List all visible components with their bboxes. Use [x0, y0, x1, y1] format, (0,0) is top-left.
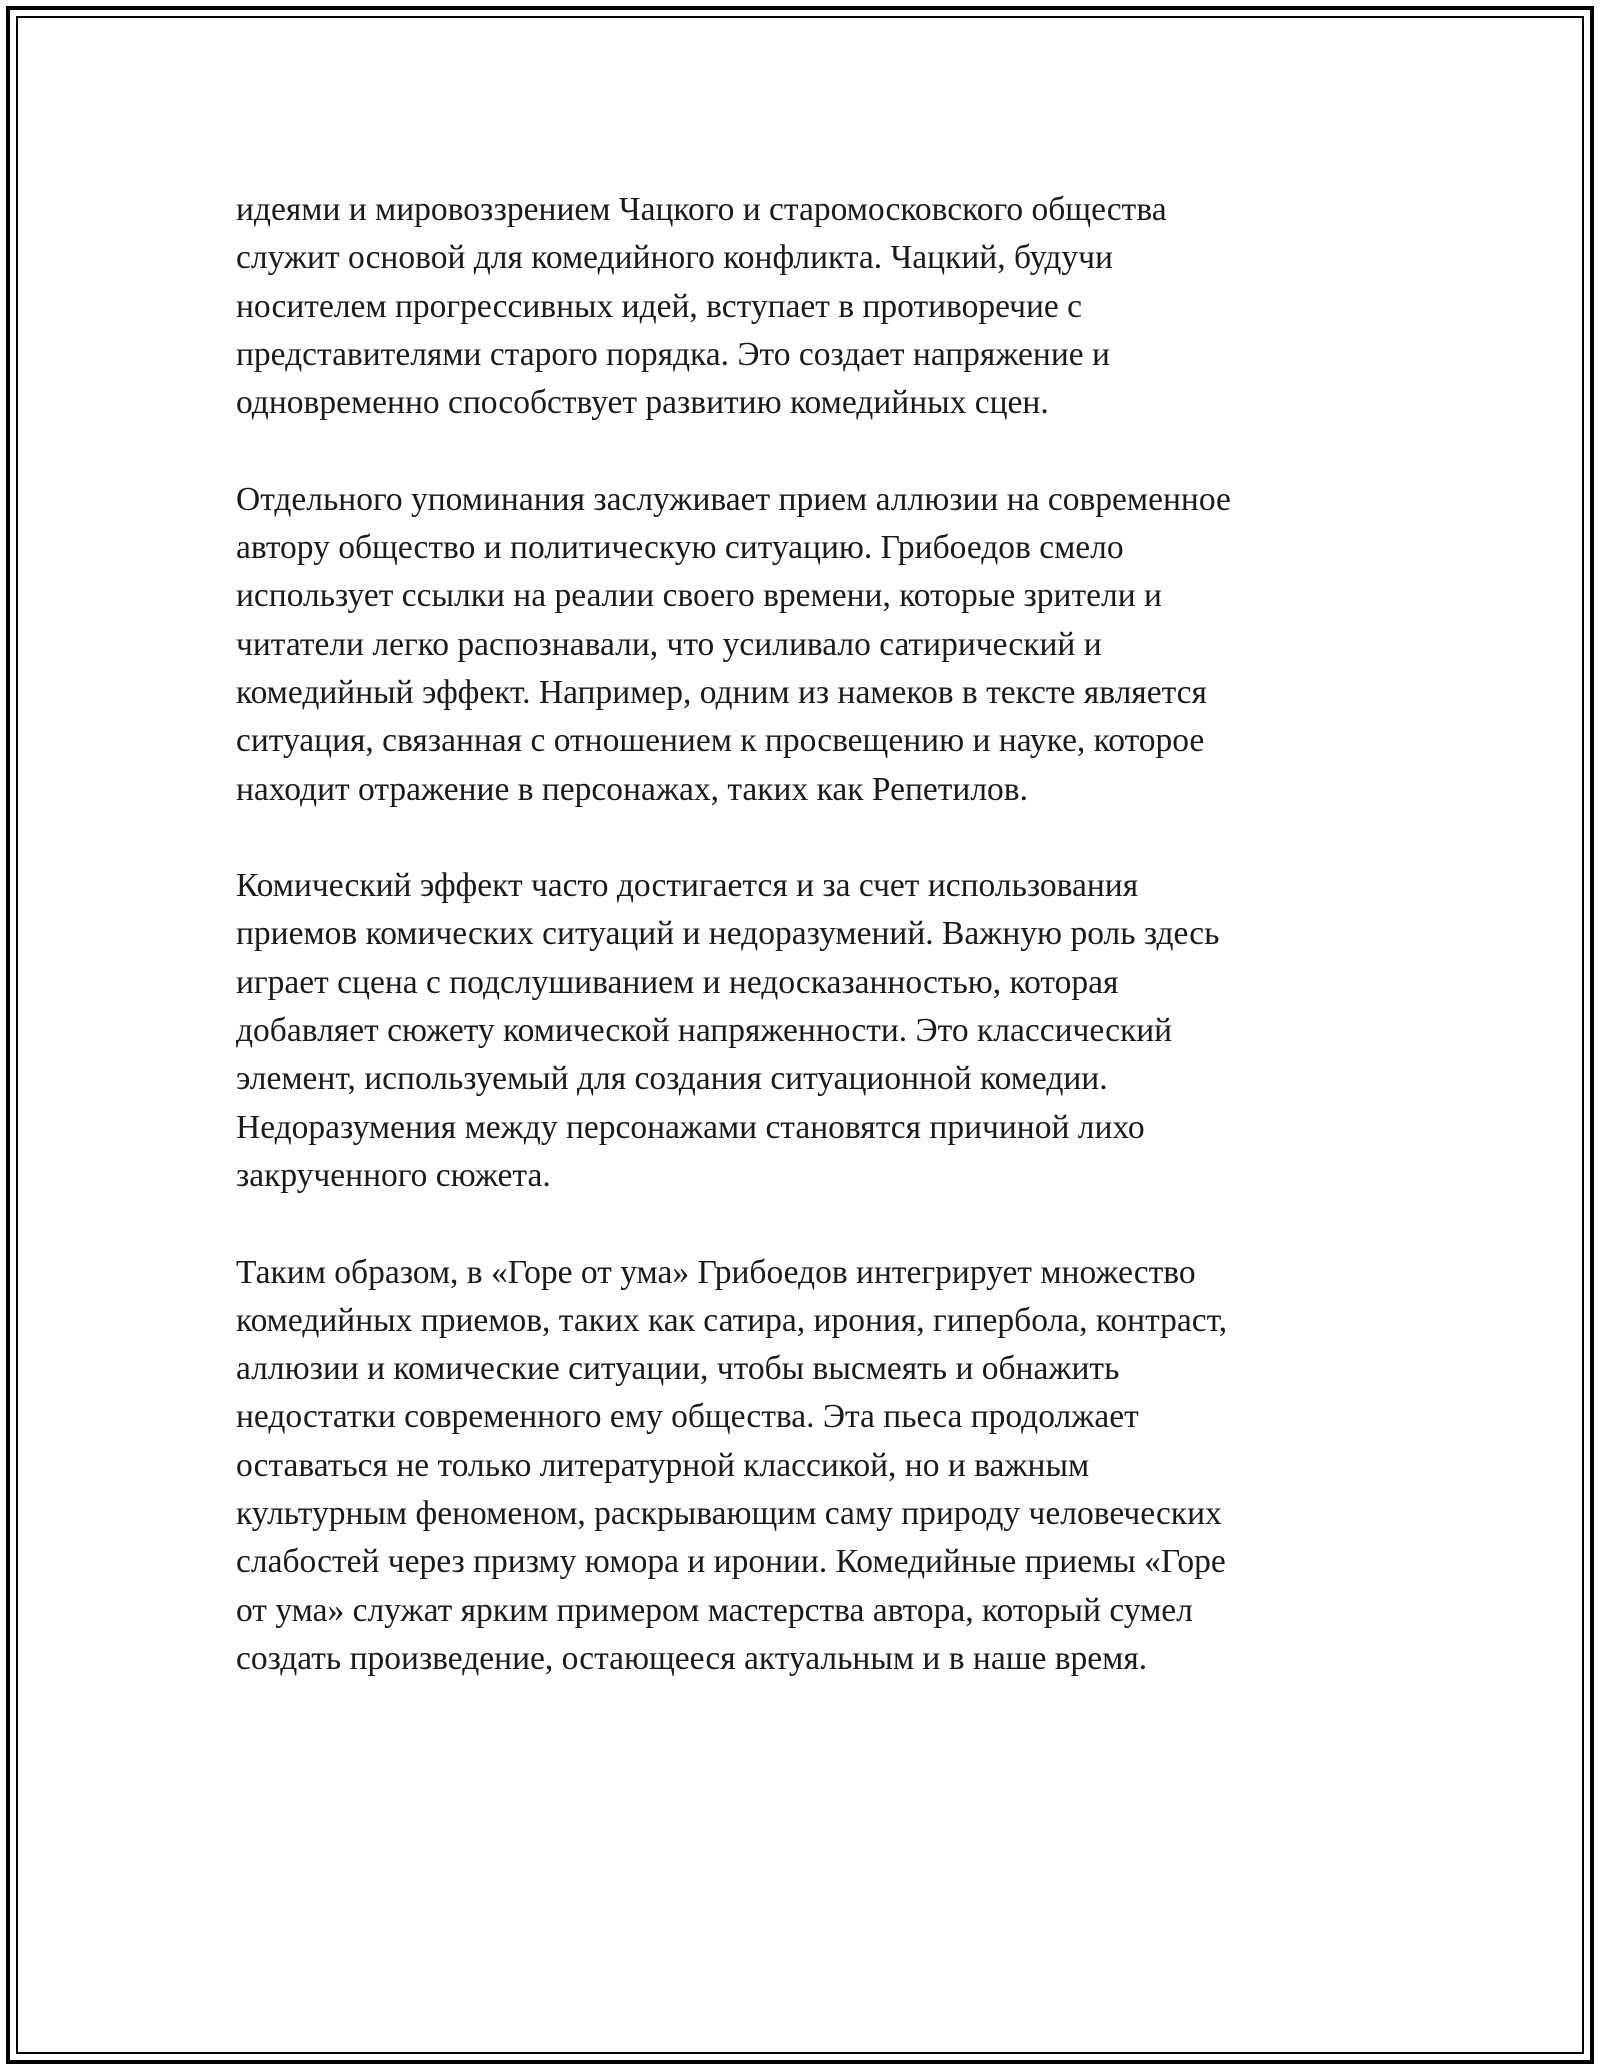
text-line: комедийных приемов, таких как сатира, ирония, гипербола, контраст,: [236, 1301, 1228, 1339]
text-line: идеями и мировоззрением Чацкого и старомосковского общества: [236, 191, 1167, 228]
text-line: оставаться не только литературной классикой, но и важным: [236, 1446, 1090, 1484]
paragraph-gap: [236, 427, 1386, 475]
text-line: служит основой для комедийного конфликта. Чацкий, будучи: [236, 239, 1113, 277]
text-line: представителями старого порядка. Это создает напряжение и: [236, 335, 1110, 373]
paragraph-gap: [236, 1200, 1386, 1248]
text-line: культурным феноменом, раскрывающим саму природу человеческих: [236, 1495, 1222, 1533]
text-line: ситуация, связанная с отношением к просвещению и науке, которое: [236, 722, 1205, 760]
text-line: элемент, используемый для создания ситуационной комедии.: [236, 1060, 1108, 1098]
text-line: недостатки современного ему общества. Эта пьеса продолжает: [236, 1398, 1139, 1436]
text-line: находит отражение в персонажах, таких как Репетилов.: [236, 770, 1028, 808]
text-line: комедийный эффект. Например, одним из намеков в тексте является: [236, 673, 1207, 711]
text-line: Комический эффект часто достигается и за счет использования: [236, 867, 1139, 905]
paragraph: [236, 476, 1386, 814]
paragraph-gap: [236, 814, 1386, 862]
text-line: добавляет сюжету комической напряженности. Это классический: [236, 1012, 1173, 1050]
text-line: играет сцена с подслушиванием и недосказанностью, которая: [236, 963, 1119, 1001]
paragraph: [236, 186, 1386, 427]
text-line: использует ссылки на реалии своего времени, которые зрители и: [236, 577, 1162, 615]
text-line: создать произведение, остающееся актуальным и в наше время.: [236, 1639, 1148, 1677]
paragraph: [236, 1249, 1386, 1684]
text-line: одновременно способствует развитию комедийных сцен.: [236, 384, 1049, 422]
text-line: автору общество и политическую ситуацию. Грибоедов смело: [236, 529, 1124, 567]
text-line: приемов комических ситуаций и недоразумений. Важную роль здесь: [236, 915, 1220, 953]
text-line: Недоразумения между персонажами становятся причиной лихо: [236, 1108, 1145, 1146]
text-line: носителем прогрессивных идей, вступает в противоречие с: [236, 287, 1083, 325]
document-body: [236, 186, 1386, 1683]
text-line: от ума» служат ярким примером мастерства автора, который сумел: [236, 1591, 1193, 1629]
paragraph: [236, 862, 1386, 1200]
text-line: закрученного сюжета.: [236, 1156, 551, 1194]
text-line: аллюзии и комические ситуации, чтобы высмеять и обнажить: [236, 1350, 1120, 1388]
text-line: Отдельного упоминания заслуживает прием аллюзии на современное: [236, 480, 1231, 518]
text-line: читатели легко распознавали, что усиливало сатирический и: [236, 625, 1102, 663]
text-line: слабостей через призму юмора и иронии. Комедийные приемы «Горе: [236, 1543, 1226, 1581]
text-line: Таким образом, в «Горе от ума» Грибоедов интегрирует множество: [236, 1253, 1196, 1291]
